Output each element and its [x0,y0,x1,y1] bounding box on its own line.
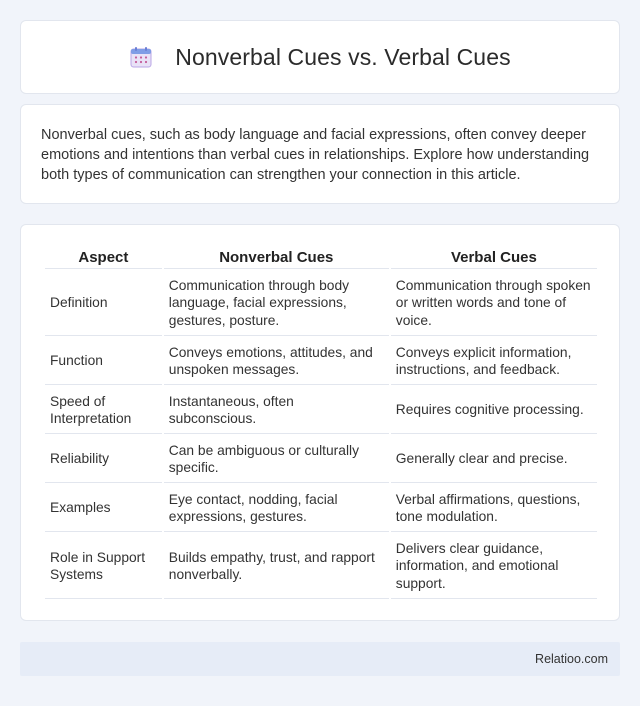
row-nonverbal: Conveys emotions, attitudes, and unspoken messages. [164,338,389,385]
header-nonverbal: Nonverbal Cues [164,247,389,269]
footer-brand[interactable]: Relatioo.com [535,652,608,666]
row-nonverbal: Eye contact, nodding, facial expressions, gestures. [164,485,389,532]
calendar-icon [129,45,153,69]
row-nonverbal: Instantaneous, often subconscious. [164,387,389,434]
table-row [45,436,597,483]
row-verbal: Delivers clear guidance, information, and emotional support. [391,534,597,599]
page-title: Nonverbal Cues vs. Verbal Cues [175,43,511,70]
row-aspect: Function [45,338,162,385]
table-row [45,338,597,385]
row-verbal: Conveys explicit information, instructions, and feedback. [391,338,597,385]
row-verbal: Generally clear and precise. [391,436,597,483]
row-nonverbal: Communication through body language, facial expressions, gestures, posture. [164,271,389,336]
intro-card [20,104,620,204]
table-row [45,271,597,336]
row-aspect: Speed of Interpretation [45,387,162,434]
table-row [45,387,597,434]
table-row [45,485,597,532]
intro-text: Nonverbal cues, such as body language and facial expressions, often convey deeper emotions and intentions than verbal cues in relationships. Explore how understanding both types of communication can strengthen your connection in this article. [41,127,590,183]
row-aspect: Definition [45,271,162,336]
row-aspect: Examples [45,485,162,532]
row-aspect: Role in Support Systems [45,534,162,599]
table-header-row [45,247,597,269]
row-verbal: Verbal affirmations, questions, tone modulation. [391,485,597,532]
row-aspect: Reliability [45,436,162,483]
row-verbal: Requires cognitive processing. [391,387,597,434]
footer [20,642,620,676]
title-card [20,20,620,94]
row-nonverbal: Builds empathy, trust, and rapport nonverbally. [164,534,389,599]
row-nonverbal: Can be ambiguous or culturally specific. [164,436,389,483]
comparison-table [43,245,599,601]
comparison-card [20,224,620,621]
header-aspect: Aspect [45,247,162,269]
table-row [45,534,597,599]
header-verbal: Verbal Cues [391,247,597,269]
row-verbal: Communication through spoken or written words and tone of voice. [391,271,597,336]
